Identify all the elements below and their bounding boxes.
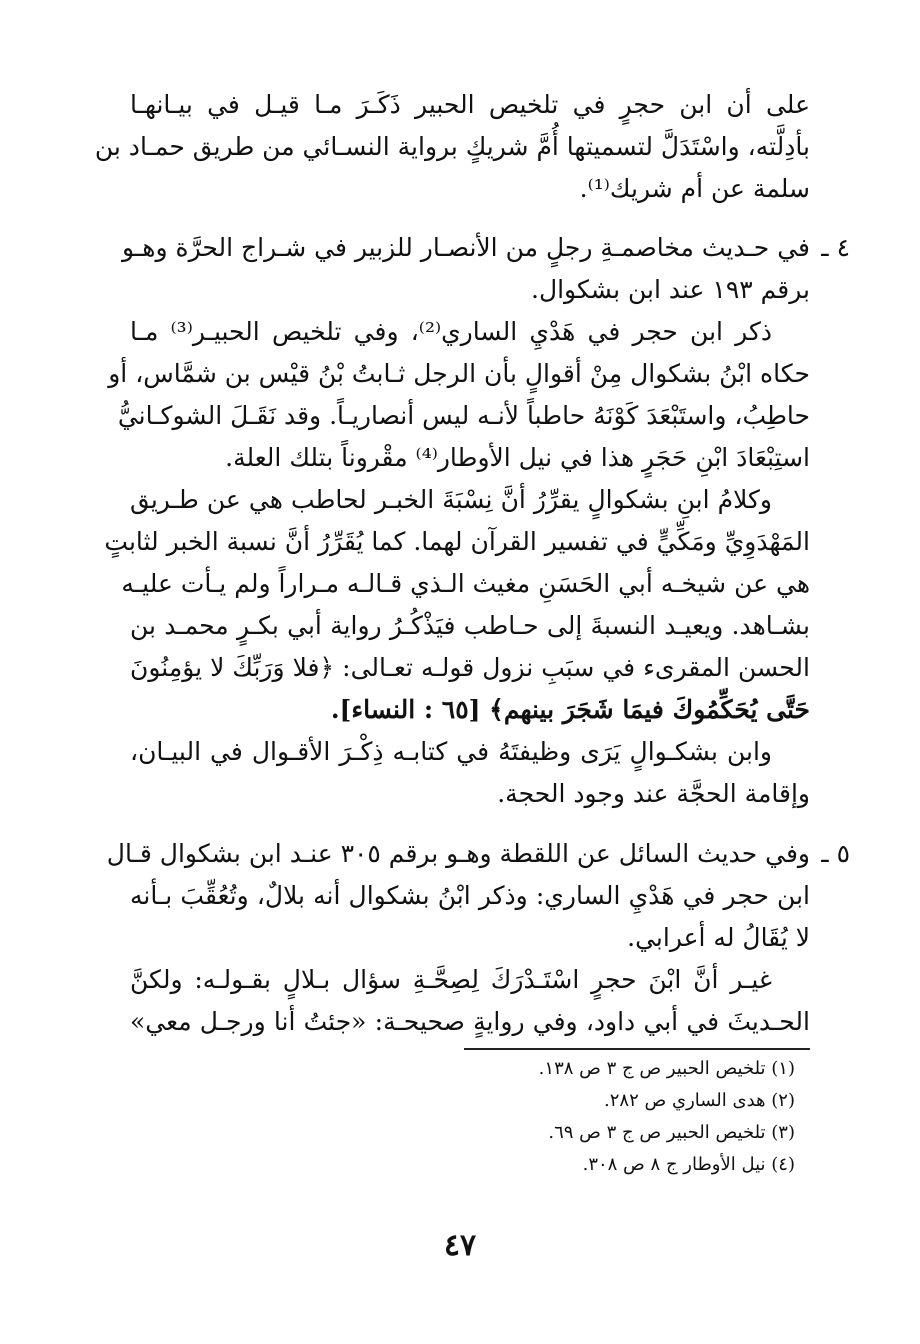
text-line: على أن ابن حجرٍ في تلخيص الحبير ذَكَـرَ مـا قيـل في بيـانهـا — [130, 90, 810, 119]
text-line: سلمة عن أم شريك⁽¹⁾. — [579, 174, 810, 203]
quran-verse-line: الحسن المقرىء في سبَبِ نزول قولـه تعـالى: ﴿فلا وَرَبِّكَ لا يؤمِنُونَ — [130, 653, 810, 682]
text-line: غيـر أنَّ ابْنَ حجرٍ اسْتَـدْرَكَ لِصِحَّـةِ سؤال بـلالٍ بقـولـه: ولكنَّ — [130, 965, 772, 994]
text-line: هي عن شيخـه أبي الحَسَنِ مغيث الـذي قـالـه مـراراً ولم يـأت عليـه — [121, 569, 810, 598]
text-line: حاطِبُ، واستَبْعَدَ كَوْنَهُ حاطباً لأنـه ليس أنصاريـاً. وقد نَقَـلَ الشوكـانيُّ — [117, 401, 810, 430]
text-line: حكاه ابْنُ بشكوال مِنْ أقوالٍ بأن الرجل ثـابتُ بْنُ قيْس بن شمَّاس، أو — [108, 359, 810, 388]
text-line: في حـديث مخاصمـةِ رجلٍ من الأنصـار للزبير في شـراج الحرَّة وهـو — [122, 233, 810, 262]
item-number: ٥ ـ — [821, 839, 850, 868]
text-line: الحـديثَ في أبي داود، وفي روايةٍ صحيحـة: «جئتُ أنا ورجـل معي» — [130, 1007, 810, 1036]
item-number: ٤ ـ — [821, 233, 850, 262]
text-line: بشـاهد. ويعيـد النسبةَ إلى حـاطب فيَذْكُـرُ رواية أبي بكـرٍ محمـد بن — [130, 611, 810, 640]
text-line: ذكر ابن حجر في هَدْيِ الساري⁽²⁾، وفي تلخيص الحبيـر⁽³⁾ مـا — [130, 317, 772, 346]
text-line: ابن حجر في هَدْيِ الساري: وذكر ابْنُ بشكوال أنه بلالٌ، وتُعُقِّبَ بـأنه — [130, 881, 810, 910]
text-line: المَهْدَوِيِّ ومَكِّيٍّ في تفسير القرآن لهما. كما يُقَرِّرُ أنَّ نسبة الخبر لثابتٍ — [104, 527, 810, 556]
text-line: بأدِلَّته، واسْتَدَلَّ لتسميتها أُمَّ شريكٍ برواية النسـائي من طريق حمـاد بن — [94, 132, 810, 161]
footnote: (٤) نيل الأوطار ج ٨ ص ٣٠٨. — [582, 1154, 795, 1175]
footnote-separator — [464, 1048, 810, 1050]
text-line: لا يُقَالُ له أعرابي. — [627, 923, 810, 952]
page-number: ٤٧ — [443, 1228, 477, 1263]
text-line: وكلامُ ابنِ بشكوالٍ يقرِّرُ أنَّ نِسْبَةَ الخبـر لحاطب هي عن طـريق — [130, 485, 772, 514]
footnote: (١) تلخيص الحبير ص ج ٣ ص ١٣٨. — [538, 1058, 795, 1079]
footnote: (٣) تلخيص الحبير ص ج ٣ ص ٦٩. — [548, 1122, 795, 1143]
text-line: وفي حديث السائل عن اللقطة وهـو برقم ٣٠٥ عنـد ابن بشكوال قـال — [106, 839, 810, 868]
footnote: (٢) هدى الساري ص ٢٨٢. — [604, 1090, 795, 1111]
text-line: وإقامة الحجَّة عند وجود الحجة. — [497, 779, 810, 808]
text-line: وابن بشكـوالٍ يَرَى وظيفتَهُ في كتابـه ذِكْـرَ الأقـوال في البيـان، — [130, 737, 772, 766]
text-line: برقم ١٩٣ عند ابن بشكوال. — [531, 275, 810, 304]
quran-verse-line: حَتَّى يُحَكِّمُوكَ فيمَا شَجَرَ بينهم﴾ [٦٥ : النساء]. — [330, 695, 810, 724]
text-line: استِبْعَادَ ابْنِ حَجَرٍ هذا في نيل الأوطار⁽⁴⁾ مقْروناً بتلك العلة. — [225, 443, 810, 472]
